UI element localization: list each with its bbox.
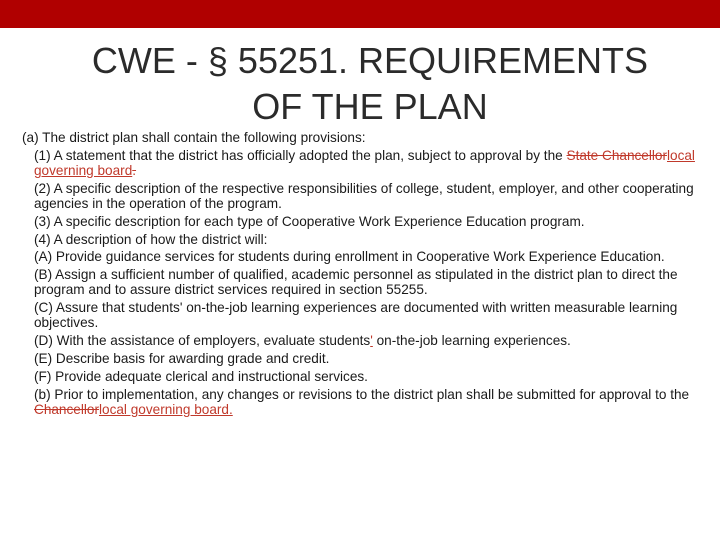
slide-title-line-1: CWE - § 55251. REQUIREMENTS [91, 40, 649, 81]
paragraph-C-text: (C) Assure that students' on-the-job learning experiences are documented with written measurable learning objectives. [34, 300, 678, 331]
paragraph-D-text: (D) With the assistance of employers, evaluate students [34, 333, 371, 349]
slide-title [60, 38, 680, 130]
paragraph-a [22, 130, 696, 145]
deleted-text: Chancellor [34, 401, 99, 417]
paragraph-E [22, 351, 696, 366]
paragraph-F-text: (F) Provide adequate clerical and instructional services. [34, 368, 368, 384]
paragraph-2-text: (2) A specific description of the respective responsibilities of college, student, employer, and other cooperating agencies in the operation of the program. [34, 180, 694, 211]
paragraph-b [22, 387, 696, 417]
paragraph-D-text-end: on-the-job learning experiences. [372, 333, 571, 349]
inserted-text: local governing board [34, 147, 695, 178]
paragraph-D [22, 333, 696, 348]
paragraph-B-text: (B) Assign a sufficient number of qualified, academic personnel as stipulated in the district plan to direct the program and to assure district services required in section 55255. [34, 267, 678, 298]
paragraph-E-text: (E) Describe basis for awarding grade and credit. [34, 350, 330, 366]
regulation-text [22, 130, 696, 420]
top-accent-bar [0, 0, 720, 28]
paragraph-2 [22, 181, 696, 211]
paragraph-4-text: (4) A description of how the district will: [34, 231, 268, 247]
paragraph-A-text: (A) Provide guidance services for students during enrollment in Cooperative Work Experience Education. [34, 249, 665, 265]
paragraph-a-text: (a) The district plan shall contain the following provisions: [22, 130, 366, 145]
inserted-apostrophe: ' [370, 333, 373, 349]
inserted-text: local governing board [98, 401, 229, 417]
paragraph-F [22, 369, 696, 384]
paragraph-b-text: (b) Prior to implementation, any changes or revisions to the district plan shall be submitted for approval to the [34, 386, 690, 402]
paragraph-3 [22, 214, 696, 229]
paragraph-1 [22, 148, 696, 178]
paragraph-1-period: . [132, 163, 137, 178]
paragraph-A [22, 249, 696, 264]
paragraph-b-period: . [228, 401, 233, 417]
deleted-text: State Chancellor [566, 147, 667, 163]
paragraph-B [22, 267, 696, 297]
paragraph-4 [22, 232, 696, 247]
paragraph-C [22, 300, 696, 330]
slide-title-line-2: OF THE PLAN [252, 86, 488, 127]
paragraph-3-text: (3) A specific description for each type of Cooperative Work Experience Education program. [34, 213, 585, 229]
paragraph-1-text: (1) A statement that the district has officially adopted the plan, subject to approval by the [34, 147, 567, 163]
